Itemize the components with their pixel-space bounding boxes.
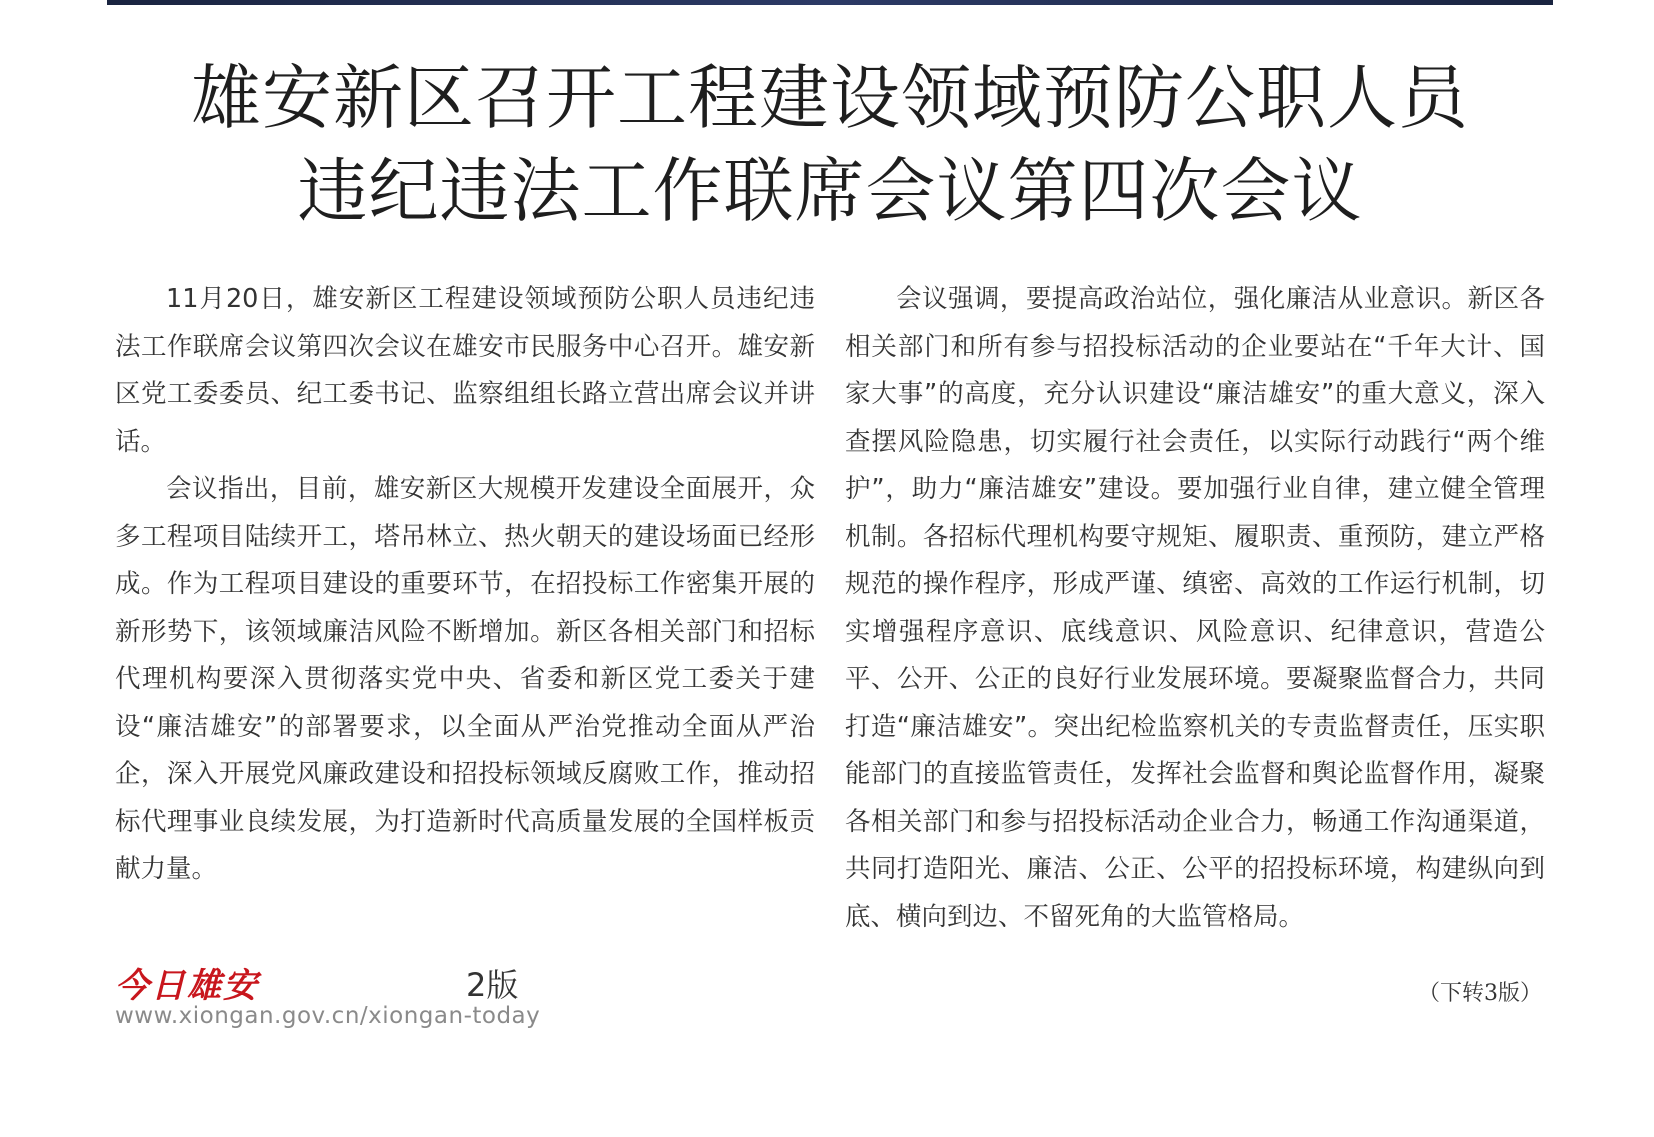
headline-line-2: 违纪违法工作联席会议第四次会议 (297, 150, 1363, 232)
continued-note: （下转3版） (1418, 981, 1542, 1006)
headline-line-1: 雄安新区召开工程建设领域预防公职人员 (191, 57, 1469, 139)
page-label: 2版 (466, 966, 519, 1004)
article-paragraph: 会议指出，目前，雄安新区大规模开发建设全面展开，众多工程项目陆续开工，塔吊林立、热火朝天的建设场面已经形成。作为工程项目建设的重要环节，在招投标工作密集开展的新形势下，该领域廉洁风险不断增加。新区各相关部门和招标代理机构要深入贯彻落实党中央、省委和新区党工委关于建设“廉洁雄安”的部署要求，以全面从严治党推动全面从严治企，深入开展党风廉政建设和招投标领域反腐败工作，推动招标代理事业良续发展，为打造新时代高质量发展的全国样板贡献力量。 (115, 474, 815, 884)
article-right-column (845, 276, 1545, 941)
headline (107, 52, 1553, 238)
newspaper-logo: 今日雄安 (115, 966, 259, 1006)
top-rule-bar (107, 0, 1553, 5)
article-paragraph: 会议强调，要提高政治站位，强化廉洁从业意识。新区各相关部门和所有参与招投标活动的企业要站在“千年大计、国家大事”的高度，充分认识建设“廉洁雄安”的重大意义，深入查摆风险隐患，切实履行社会责任，以实际行动践行“两个维护”，助力“廉洁雄安”建设。要加强行业自律，建立健全管理机制。各招标代理机构要守规矩、履职责、重预防，建立严格规范的操作程序，形成严谨、缜密、高效的工作运行机制，切实增强程序意识、底线意识、风险意识、纪律意识，营造公平、公开、公正的良好行业发展环境。要凝聚监督合力，共同打造“廉洁雄安”。突出纪检监察机关的专责监督责任，压实职能部门的直接监管责任，发挥社会监督和舆论监督作用，凝聚各相关部门和参与招投标活动企业合力，畅通工作沟通渠道，共同打造阳光、廉洁、公正、公平的招投标环境，构建纵向到底、横向到边、不留死角的大监管格局。 (845, 284, 1545, 932)
article-left-column (115, 276, 815, 894)
site-url-link[interactable]: www.xiongan.gov.cn/xiongan-today (115, 1003, 541, 1029)
article-paragraph: 11月20日，雄安新区工程建设领域预防公职人员违纪违法工作联席会议第四次会议在雄安市民服务中心召开。雄安新区党工委委员、纪工委书记、监察组组长路立营出席会议并讲话。 (115, 284, 815, 457)
